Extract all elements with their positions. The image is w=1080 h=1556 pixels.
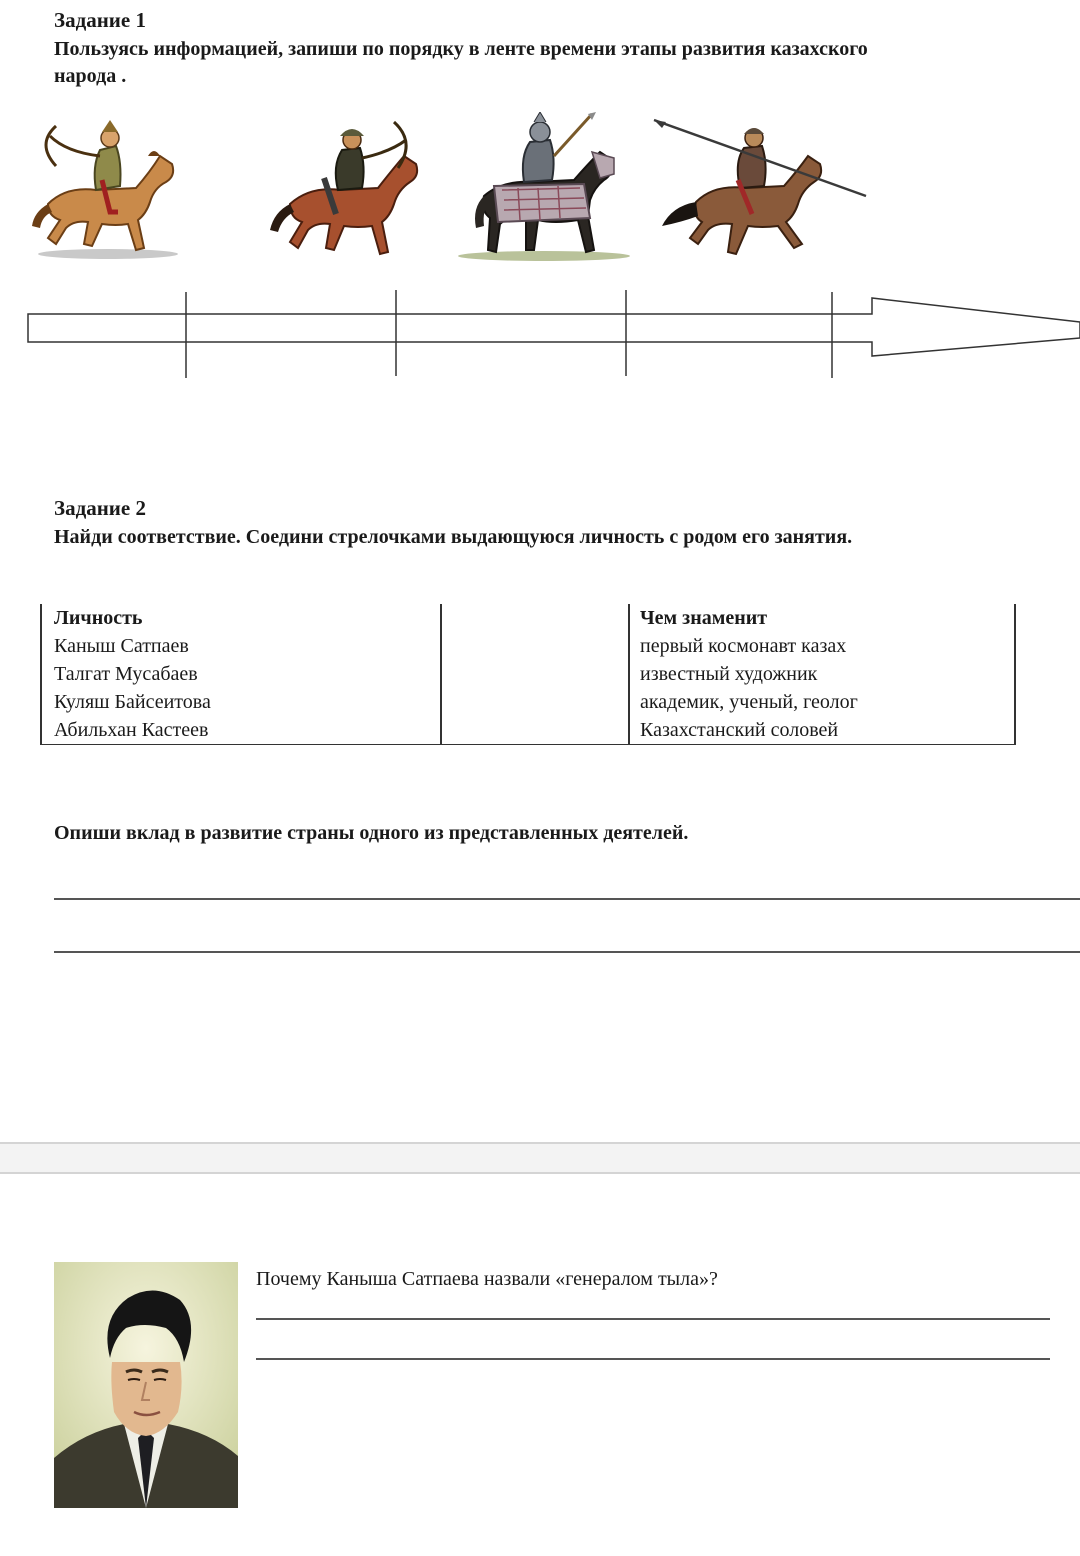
task2-title: Задание 2 (54, 496, 146, 520)
person-item: Каныш Сатпаев (54, 635, 189, 657)
page-divider (0, 1142, 1080, 1174)
spear-rider-icon (652, 114, 870, 264)
answer-line[interactable] (256, 1318, 1050, 1320)
fame-item: Казахстанский соловей (640, 719, 839, 741)
horse-archer-icon (266, 118, 430, 264)
fame-item: академик, ученый, геолог (640, 691, 858, 713)
fame-item: известный художник (640, 663, 818, 685)
answer-line[interactable] (54, 951, 1080, 953)
people-header: Личность (54, 607, 143, 629)
task1-instruction (54, 36, 1064, 90)
task1-instruction-line2: народа . (54, 65, 127, 87)
task1-instruction-line1: Пользуясь информацией, запиши по порядку в ленте времени этапы развития казахского (54, 38, 868, 60)
timeline-arrow-icon (20, 286, 1080, 382)
task4-question: Почему Каныша Сатпаева назвали «генералом тыла»? (256, 1268, 718, 1290)
fame-header: Чем знаменит (640, 607, 768, 629)
task3-instruction: Опиши вклад в развитие страны одного из представленных деятелей. (54, 822, 689, 844)
person-item: Абильхан Кастеев (54, 719, 209, 741)
person-item: Талгат Мусабаев (54, 663, 198, 685)
fame-column (640, 604, 858, 744)
horse-archer-icon (26, 116, 186, 264)
fame-item: первый космонавт казах (640, 635, 847, 657)
portrait-image (54, 1262, 238, 1508)
task1-title: Задание 1 (54, 8, 146, 32)
matching-table (40, 604, 1016, 745)
person-item: Куляш Байсеитова (54, 691, 211, 713)
people-column (54, 604, 211, 744)
answer-line[interactable] (256, 1358, 1050, 1360)
armored-knight-icon (454, 112, 634, 264)
answer-line[interactable] (54, 898, 1080, 900)
task2-instruction: Найди соответствие. Соедини стрелочками выдающуюся личность с родом его занятия. (54, 526, 853, 548)
